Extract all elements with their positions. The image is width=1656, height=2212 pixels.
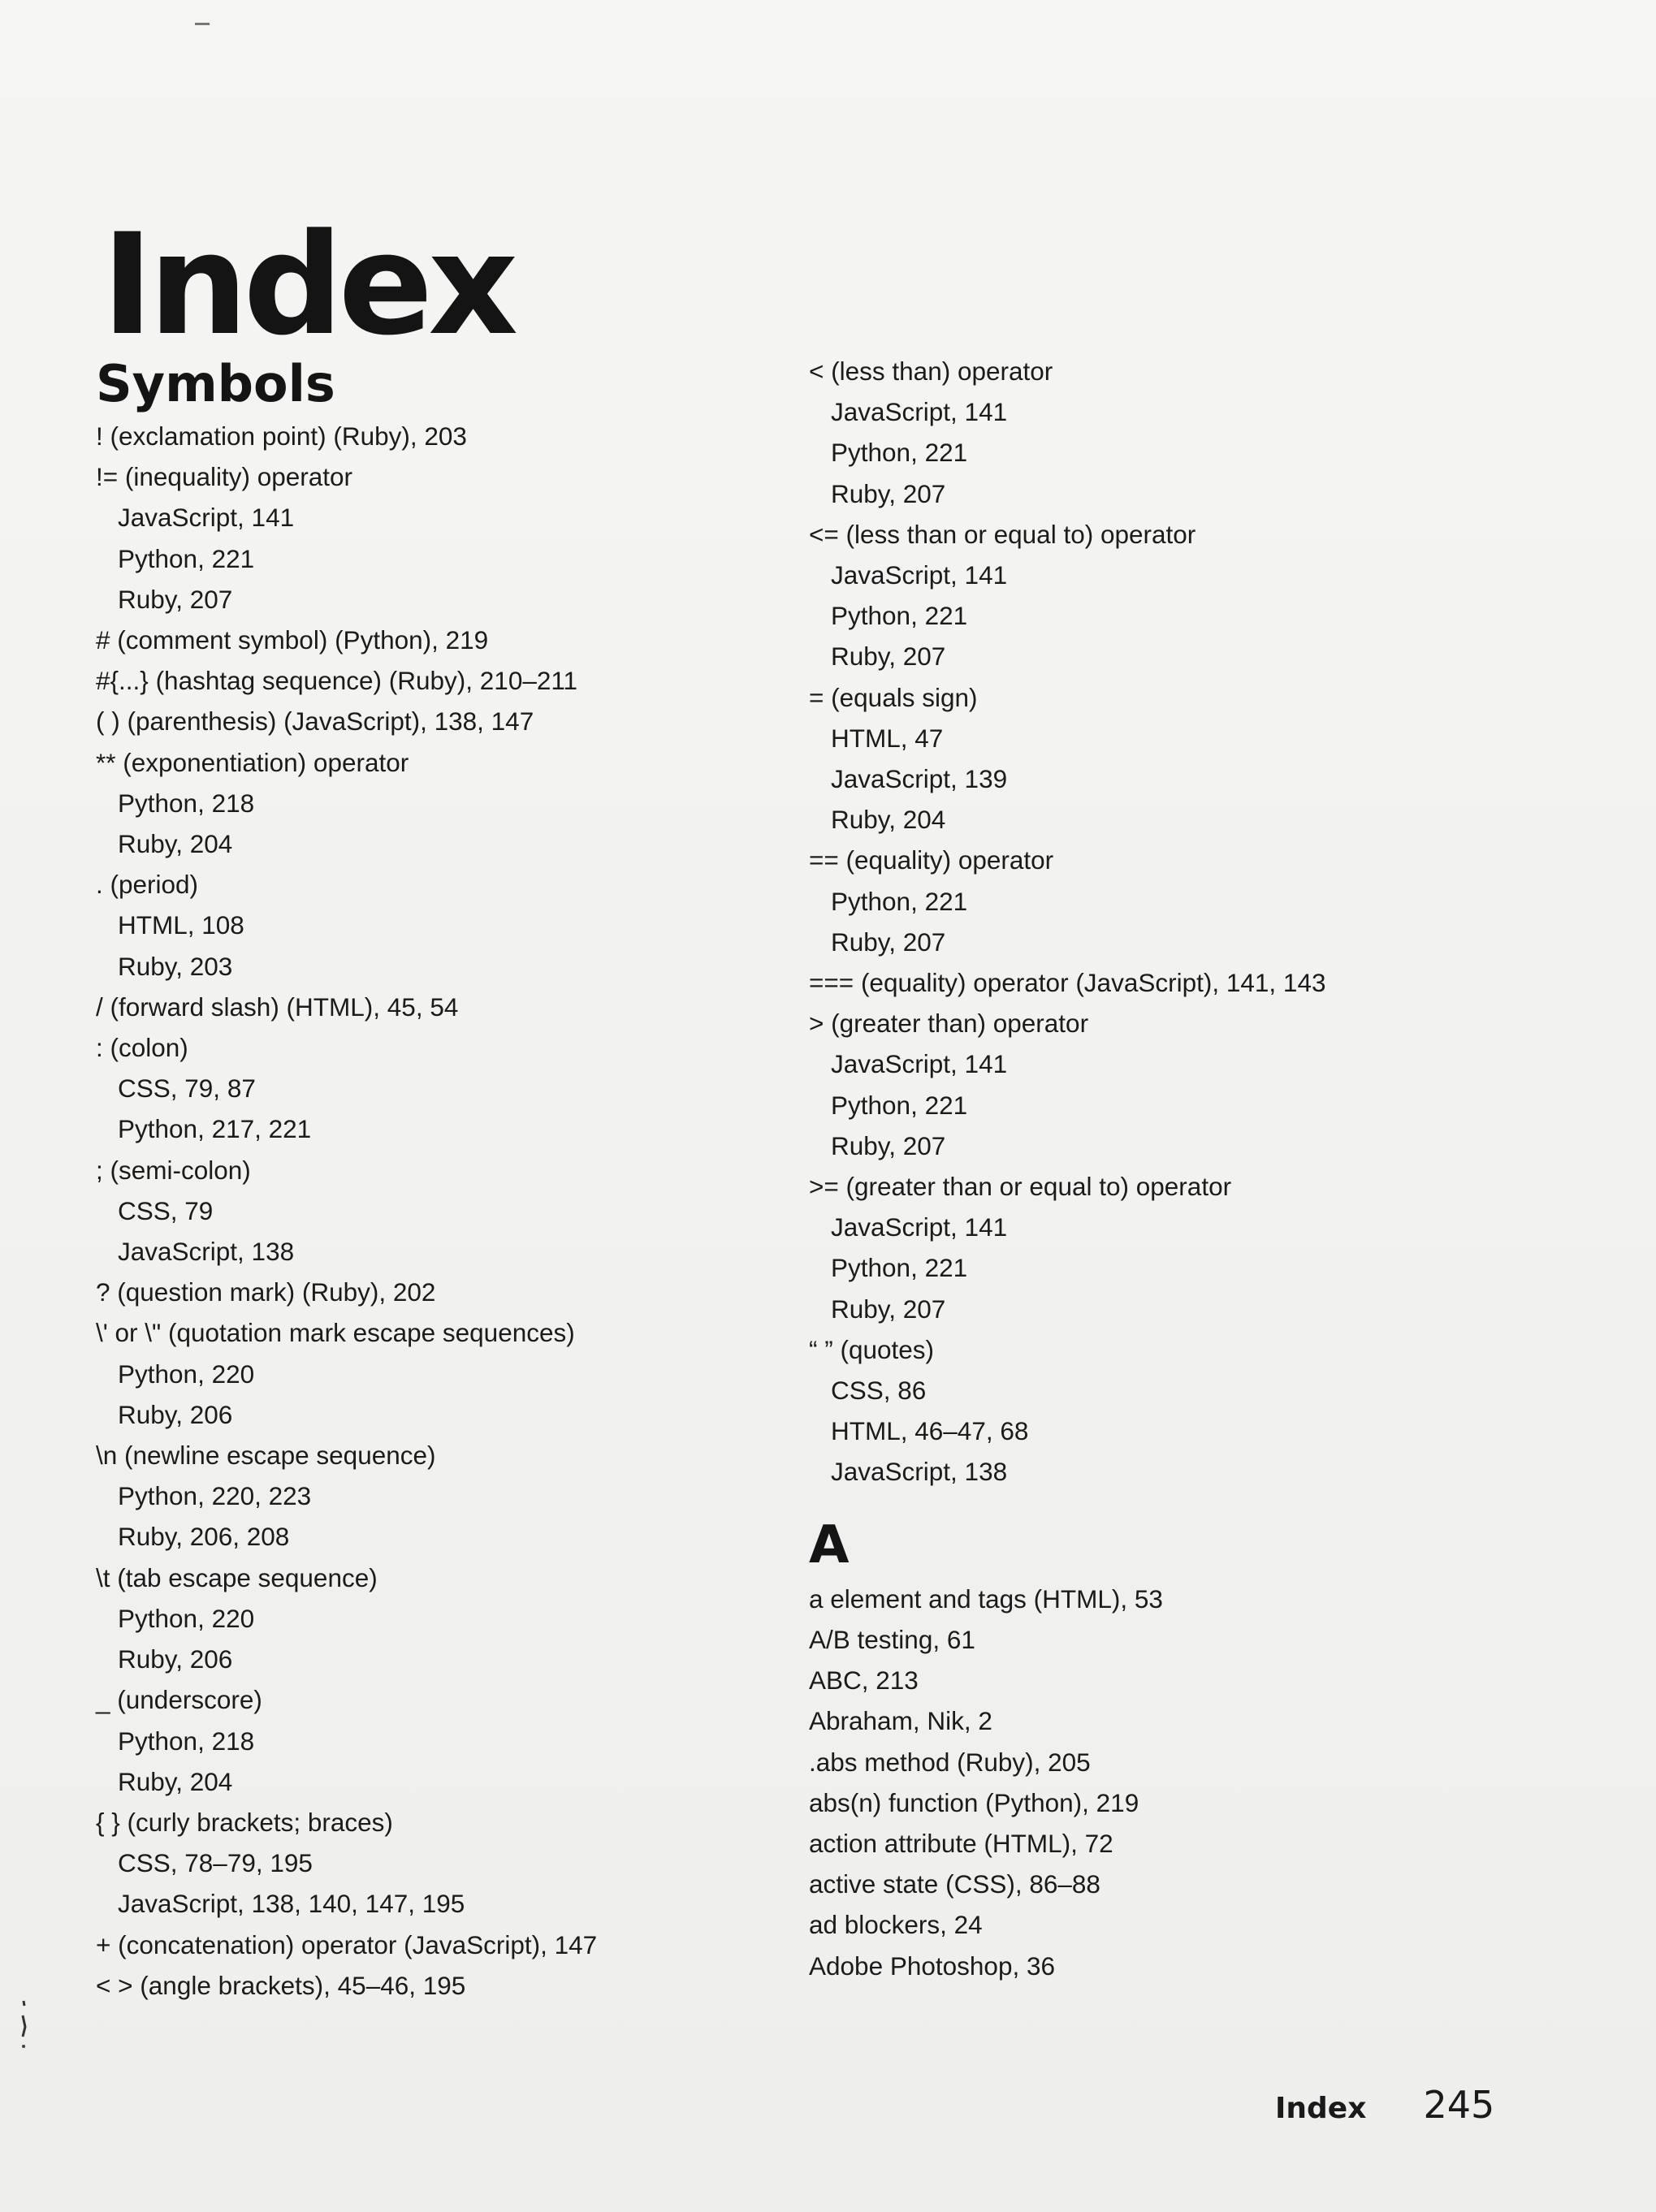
section-heading-symbols: Symbols: [96, 354, 335, 413]
index-subentry: Ruby, 206: [118, 1399, 233, 1429]
right-column: [809, 351, 1524, 1986]
index-entry: # (comment symbol) (Python), 219: [96, 625, 489, 655]
index-entry: A/B testing, 61: [809, 1624, 975, 1654]
index-subentry: Python, 218: [118, 788, 255, 818]
index-subentry: Ruby, 207: [831, 478, 946, 508]
index-subentry: HTML, 108: [118, 910, 244, 940]
index-subentry: Ruby, 207: [831, 1294, 946, 1324]
scuff-mark: [18, 1998, 29, 2054]
index-subentry: Ruby, 206: [118, 1644, 233, 1674]
index-subentry: Ruby, 207: [831, 1130, 946, 1160]
index-entry: ! (exclamation point) (Ruby), 203: [96, 421, 467, 451]
index-subentry: CSS, 78–79, 195: [118, 1848, 313, 1878]
index-entry: + (concatenation) operator (JavaScript), 147: [96, 1929, 598, 1959]
index-subentry: Python, 217, 221: [118, 1114, 312, 1144]
index-entry: ** (exponentiation) operator: [96, 747, 409, 777]
index-entry: / (forward slash) (HTML), 45, 54: [96, 992, 459, 1022]
index-entry: a element and tags (HTML), 53: [809, 1583, 1163, 1614]
index-subentry: JavaScript, 141: [118, 503, 295, 533]
index-entry: #{...} (hashtag sequence) (Ruby), 210–211: [96, 666, 578, 696]
index-subentry: JavaScript, 138: [118, 1237, 295, 1267]
index-subentry: Ruby, 207: [831, 927, 946, 957]
index-subentry: JavaScript, 141: [831, 1212, 1008, 1242]
index-subentry: Python, 220, 223: [118, 1481, 312, 1511]
index-entry: \t (tab escape sequence): [96, 1562, 378, 1592]
section-heading-a: A: [809, 1514, 850, 1575]
index-subentry: Python, 221: [831, 601, 968, 631]
index-subentry: CSS, 86: [831, 1376, 927, 1406]
index-subentry: JavaScript, 141: [831, 397, 1008, 427]
index-subentry: JavaScript, 138, 140, 147, 195: [118, 1889, 465, 1919]
index-entry: : (colon): [96, 1033, 188, 1063]
index-entry: = (equals sign): [809, 682, 978, 712]
index-subentry: JavaScript, 141: [831, 560, 1008, 590]
index-entry: ? (question mark) (Ruby), 202: [96, 1277, 436, 1307]
index-entry: ; (semi-colon): [96, 1155, 251, 1185]
index-entry: .abs method (Ruby), 205: [809, 1747, 1091, 1777]
page-title: Index: [102, 203, 514, 367]
index-entry: <= (less than or equal to) operator: [809, 519, 1196, 549]
index-entry: Abraham, Nik, 2: [809, 1706, 992, 1736]
index-entry: “ ” (quotes): [809, 1334, 935, 1364]
index-entry: ad blockers, 24: [809, 1910, 983, 1940]
index-entry: \n (newline escape sequence): [96, 1441, 436, 1471]
index-subentry: CSS, 79, 87: [118, 1074, 256, 1104]
index-subentry: Python, 221: [831, 1253, 968, 1283]
index-entry: > (greater than) operator: [809, 1009, 1089, 1039]
index-entry: != (inequality) operator: [96, 462, 353, 492]
index-subentry: JavaScript, 139: [831, 764, 1008, 794]
index-subentry: Ruby, 207: [831, 642, 946, 672]
index-subentry: Python, 218: [118, 1726, 255, 1756]
index-entry: === (equality) operator (JavaScript), 141, 143: [809, 968, 1326, 998]
right-symbol-entry-list: [809, 351, 1524, 1493]
index-entry: \' or \" (quotation mark escape sequences): [96, 1318, 575, 1348]
footer-label: Index: [1275, 2092, 1367, 2125]
index-entry: active state (CSS), 86–88: [809, 1869, 1100, 1899]
index-subentry: Python, 221: [831, 886, 968, 916]
a-entry-list: [809, 1579, 1524, 1986]
index-subentry: HTML, 47: [831, 723, 944, 753]
index-subentry: Python, 220: [118, 1603, 255, 1633]
index-entry: _ (underscore): [96, 1685, 262, 1715]
index-subentry: HTML, 46–47, 68: [831, 1416, 1029, 1446]
index-subentry: Python, 221: [831, 1090, 968, 1120]
index-entry: action attribute (HTML), 72: [809, 1828, 1113, 1858]
index-entry: ( ) (parenthesis) (JavaScript), 138, 147: [96, 706, 534, 737]
index-subentry: Python, 221: [118, 543, 255, 573]
page-number: 245: [1423, 2083, 1495, 2127]
top-mark: [195, 23, 210, 25]
index-entry: ABC, 213: [809, 1665, 919, 1696]
page-footer: [1275, 2083, 1494, 2127]
left-entry-list: [96, 416, 811, 2006]
index-subentry: Python, 220: [118, 1359, 255, 1389]
index-entry: >= (greater than or equal to) operator: [809, 1172, 1232, 1202]
index-entry: < > (angle brackets), 45–46, 195: [96, 1970, 466, 2000]
index-subentry: Ruby, 204: [831, 805, 946, 835]
index-entry: < (less than) operator: [809, 356, 1053, 386]
index-subentry: CSS, 79: [118, 1195, 214, 1225]
index-entry: abs(n) function (Python), 219: [809, 1787, 1139, 1817]
index-entry: == (equality) operator: [809, 845, 1054, 875]
index-entry: Adobe Photoshop, 36: [809, 1951, 1056, 1981]
index-subentry: JavaScript, 138: [831, 1457, 1008, 1487]
index-subentry: Ruby, 203: [118, 951, 233, 981]
left-column: [96, 356, 811, 2006]
index-subentry: Ruby, 207: [118, 584, 233, 614]
index-entry: { } (curly brackets; braces): [96, 1807, 393, 1837]
index-subentry: Ruby, 204: [118, 829, 233, 859]
index-subentry: Ruby, 204: [118, 1766, 233, 1796]
index-entry: . (period): [96, 870, 199, 900]
index-subentry: JavaScript, 141: [831, 1049, 1008, 1079]
index-subentry: Python, 221: [831, 438, 968, 468]
index-subentry: Ruby, 206, 208: [118, 1522, 290, 1552]
